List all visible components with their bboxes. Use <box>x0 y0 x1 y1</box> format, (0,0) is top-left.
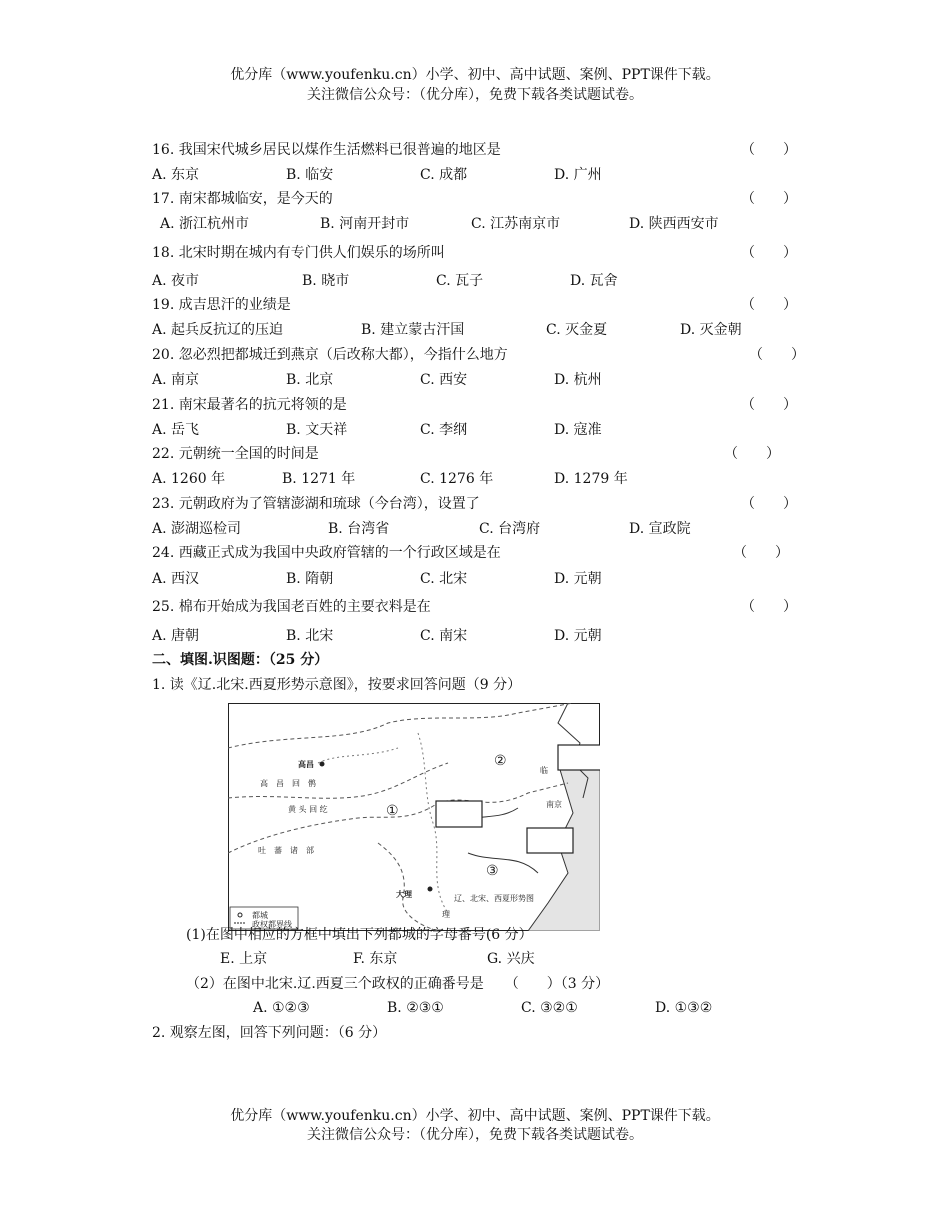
option: A. 岳飞 <box>152 422 200 438</box>
map-title: 辽、北宋、西夏形势图 <box>454 894 534 903</box>
place-label: 吐 蕃 诸 部 <box>258 846 314 855</box>
question-25-stem: 25. 棉布开始成为我国老百姓的主要衣料是在 <box>152 599 431 615</box>
footer-line-1: 优分库（www.youfenku.cn）小学、初中、高中试题、案例、PPT课件下载。 <box>230 1108 720 1124</box>
question-21-stem: 21. 南宋最著名的抗元将领的是 <box>152 397 347 413</box>
question-23-stem: 23. 元朝政府为了管辖澎湖和琉球（今台湾），设置了 <box>152 496 480 512</box>
regime-number-3: ③ <box>486 863 499 879</box>
sub1-option: E. 上京 <box>220 951 268 967</box>
option: A. 起兵反抗辽的压迫 <box>152 322 284 338</box>
option: C. 成都 <box>420 167 468 183</box>
capital-answer-box[interactable] <box>436 801 482 827</box>
section-2-q2-stem: 2. 观察左图，回答下列问题：（6 分） <box>152 1025 387 1041</box>
place-label: 大理 <box>396 890 412 899</box>
place-label: 南京 <box>546 800 562 809</box>
option: A. 南京 <box>152 372 200 388</box>
option: C. 北宋 <box>420 571 468 587</box>
option: D. 灭金朝 <box>680 322 742 338</box>
option: A. 东京 <box>152 167 200 183</box>
option: B. 建立蒙古汗国 <box>361 322 465 338</box>
option: D. 元朝 <box>554 628 602 644</box>
answer-bracket[interactable]: （ ） <box>741 245 797 261</box>
header-line-2: 关注微信公众号：（优分库），免费下载各类试题试卷。 <box>307 87 643 103</box>
answer-bracket[interactable]: （ ） <box>741 297 797 313</box>
liao-song-xixia-map <box>228 703 600 931</box>
place-label: 理 <box>442 910 450 919</box>
option: B. 文天祥 <box>286 422 348 438</box>
option: B. 河南开封市 <box>320 216 410 232</box>
footer-line-2: 关注微信公众号：（优分库），免费下载各类试题试卷。 <box>307 1127 643 1143</box>
sub2-option: A. ①②③ <box>253 1000 310 1016</box>
answer-bracket[interactable]: （ ） <box>749 347 805 363</box>
option: D. 1279 年 <box>554 471 628 487</box>
sub1-option: F. 东京 <box>353 951 398 967</box>
legend-capital-label: 都城 <box>252 911 268 920</box>
option: D. 瓦舍 <box>570 273 618 289</box>
option: C. 台湾府 <box>479 521 541 537</box>
option: D. 元朝 <box>554 571 602 587</box>
legend-border-label: 政权都界线 <box>252 920 292 929</box>
option: A. 澎湖巡检司 <box>152 521 242 537</box>
answer-bracket[interactable]: （ ） <box>724 446 780 462</box>
answer-bracket[interactable]: （ ） <box>733 545 789 561</box>
capital-dot <box>320 762 325 767</box>
option: B. 隋朝 <box>286 571 334 587</box>
regime-number-2: ② <box>494 753 507 769</box>
section-2-title: 二、填图.识图题：（25 分） <box>152 652 329 668</box>
sub2-option: C. ③②① <box>521 1000 578 1016</box>
option: D. 宣政院 <box>629 521 691 537</box>
question-20-stem: 20. 忽必烈把都城迁到燕京（后改称大都），今指什么地方 <box>152 347 508 363</box>
option: D. 寇准 <box>554 422 602 438</box>
option: B. 北京 <box>286 372 334 388</box>
option: B. 晓市 <box>302 273 350 289</box>
option: B. 台湾省 <box>328 521 390 537</box>
option: A. 唐朝 <box>152 628 200 644</box>
option: B. 1271 年 <box>282 471 356 487</box>
sub1-option: G. 兴庆 <box>487 951 535 967</box>
option: C. 江苏南京市 <box>471 216 561 232</box>
section-2-q1-stem: 1. 读《辽.北宋.西夏形势示意图》，按要求回答问题（9 分） <box>152 677 522 693</box>
place-label: 高昌 <box>298 760 314 769</box>
question-17-stem: 17. 南宋都城临安，是今天的 <box>152 191 333 207</box>
option: C. 西安 <box>420 372 468 388</box>
regime-number-1: ① <box>386 803 399 819</box>
place-label: 高 昌 回 鹘 <box>260 779 316 788</box>
option: C. 1276 年 <box>420 471 494 487</box>
option: B. 临安 <box>286 167 334 183</box>
option: A. 西汉 <box>152 571 200 587</box>
option: D. 杭州 <box>554 372 602 388</box>
question-18-stem: 18. 北宋时期在城内有专门供人们娱乐的场所叫 <box>152 245 445 261</box>
capital-answer-box[interactable] <box>558 745 600 770</box>
option: D. 广州 <box>554 167 602 183</box>
sub-question-1: (1)在图中相应的方框中填出下列都城的字母番号(6 分） <box>186 927 533 943</box>
option: A. 1260 年 <box>152 471 226 487</box>
place-label: 黄 头 回 纥 <box>288 805 328 814</box>
option: C. 瓦子 <box>436 273 484 289</box>
capital-answer-box[interactable] <box>527 828 573 853</box>
question-16-stem: 16. 我国宋代城乡居民以煤作生活燃料已很普遍的地区是 <box>152 142 501 158</box>
sub-question-2: （2）在图中北宋.辽.西夏三个政权的正确番号是 （ ）（3 分） <box>186 976 610 992</box>
header-line-1: 优分库（www.youfenku.cn）小学、初中、高中试题、案例、PPT课件下载。 <box>230 67 720 83</box>
option: A. 夜市 <box>152 273 200 289</box>
sub2-option: D. ①③② <box>655 1000 713 1016</box>
option: C. 南宋 <box>420 628 468 644</box>
place-label: 临 <box>540 766 548 775</box>
question-24-stem: 24. 西藏正式成为我国中央政府管辖的一个行政区域是在 <box>152 545 501 561</box>
question-19-stem: 19. 成吉思汗的业绩是 <box>152 297 291 313</box>
answer-bracket[interactable]: （ ） <box>741 142 797 158</box>
capital-dot <box>428 887 433 892</box>
question-22-stem: 22. 元朝统一全国的时间是 <box>152 446 319 462</box>
answer-bracket[interactable]: （ ） <box>741 397 797 413</box>
answer-bracket[interactable]: （ ） <box>741 191 797 207</box>
answer-bracket[interactable]: （ ） <box>741 496 797 512</box>
option: B. 北宋 <box>286 628 334 644</box>
option: A. 浙江杭州市 <box>160 216 250 232</box>
option: C. 灭金夏 <box>546 322 608 338</box>
option: D. 陕西西安市 <box>629 216 719 232</box>
option: C. 李纲 <box>420 422 468 438</box>
sub2-option: B. ②③① <box>387 1000 444 1016</box>
answer-bracket[interactable]: （ ） <box>741 599 797 615</box>
